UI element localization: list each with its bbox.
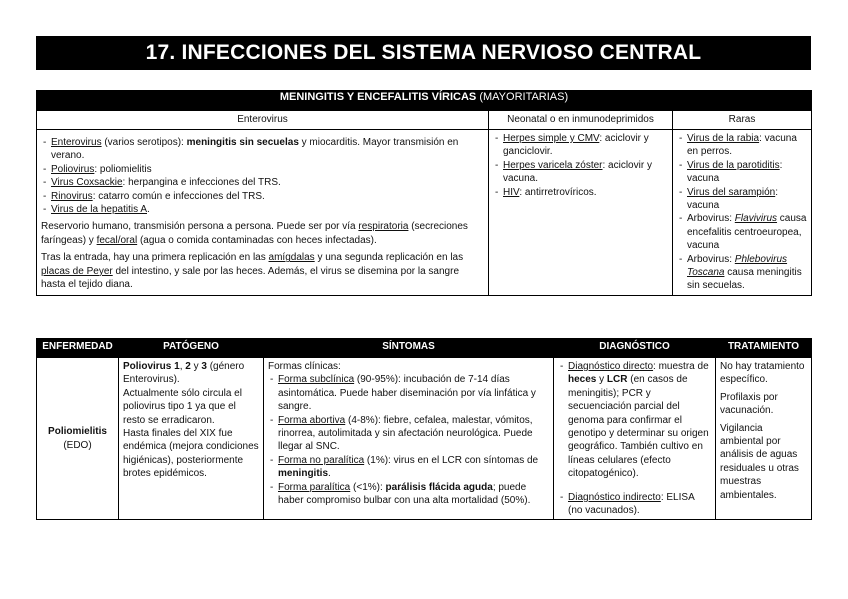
- diagnostico-cell: [554, 358, 716, 520]
- header-diagnostico: DIAGNÓSTICO: [554, 339, 716, 358]
- page-title: 17. INFECCIONES DEL SISTEMA NERVIOSO CENTRAL: [36, 36, 811, 70]
- table-row: [37, 358, 812, 520]
- list-item: - Arbovirus: Phlebovirus Toscana causa meningitis sin secuelas.: [677, 253, 807, 293]
- list-item: [677, 159, 807, 186]
- neonatal-cell: [489, 130, 673, 296]
- virus-desc: causa encefalitis centroeuropea, vacuna: [687, 213, 807, 252]
- virus-name: Herpes simple y CMV: [503, 133, 600, 144]
- virus-name: Virus Coxsackie: [51, 177, 123, 189]
- list-item: - Forma no paralítica (1%): virus en el LCR con síntomas de meningitis.: [268, 454, 549, 481]
- list-item: - Arbovirus: Flavivirus causa encefalitis centroeuropea, vacuna: [677, 212, 807, 252]
- neonatal-list: [493, 132, 668, 199]
- list-item: [677, 132, 807, 159]
- diagnosis-list: [558, 360, 711, 517]
- virus-name: Enterovirus: [51, 137, 102, 148]
- list-item: [41, 176, 484, 189]
- virus-desc: : catarro común e infecciones del TRS.: [92, 190, 265, 202]
- list-item: - Forma abortiva (4-8%): fiebre, cefalea, malestar, vómitos, rinorrea, autolimitada y sin afectación neurológica. Puede llegar al SNC.: [268, 414, 549, 454]
- virus-desc: : antirretrovíricos.: [519, 186, 597, 198]
- col-header-enterovirus: Enterovirus: [37, 111, 489, 130]
- clinical-forms-list: [268, 373, 549, 507]
- virus-name: Virus del sarampión: [687, 186, 776, 198]
- transmission-paragraph: Reservorio humano, transmisión persona a persona. Puede ser por vía respiratoria (secreciones faríngeas) y fecal/oral (agua o comida contaminadas con heces infectadas).: [41, 221, 468, 246]
- sintomas-cell: [264, 358, 554, 520]
- virus-desc: .: [147, 204, 150, 216]
- header-enfermedad: ENFERMEDAD: [37, 339, 119, 358]
- list-item: [677, 186, 807, 213]
- virus-name: Virus de la parotiditis: [687, 159, 780, 171]
- list-item: [493, 132, 668, 159]
- treatment-item: Profilaxis por vacunación.: [720, 391, 778, 417]
- symptoms-intro: Formas clínicas:: [268, 361, 341, 372]
- virus-name: Herpes varicela zóster: [503, 159, 603, 171]
- section-heading: [37, 91, 812, 111]
- list-item: [41, 163, 484, 176]
- virus-desc: : vacuna en perros.: [687, 133, 797, 158]
- header-sintomas: SÍNTOMAS: [264, 339, 554, 358]
- virus-desc: causa meningitis sin secuelas.: [687, 267, 802, 292]
- poliomyelitis-table: [36, 338, 812, 520]
- virus-desc-bold: meningitis sin secuelas: [186, 137, 299, 148]
- list-item: [41, 203, 484, 216]
- list-item: [493, 159, 668, 186]
- virus-name: Phlebovirus Toscana: [687, 253, 788, 279]
- list-item: [493, 186, 668, 199]
- virus-desc: y miocarditis. Mayor transmisión en verano.: [51, 137, 459, 162]
- section-heading-sub: (MAYORITARIAS): [479, 91, 569, 103]
- disease-name: Poliomielitis: [48, 426, 107, 438]
- treatment-item: No hay tratamiento específico.: [720, 361, 805, 386]
- virus-name: Rinovirus: [51, 190, 93, 202]
- virus-name: HIV: [503, 186, 520, 198]
- list-item: - Diagnóstico directo: muestra de heces y LCR (en casos de meningitis); PCR y secuenciación parcial del genoma para confirmar el genotipo y determinar su origen geográfico. También cultivo en líneas celulares (efecto citopatogénico).: [558, 360, 711, 481]
- enterovirus-cell: [37, 130, 489, 296]
- virus-desc: : vacuna: [687, 159, 783, 185]
- header-patogeno: PATÓGENO: [119, 339, 264, 358]
- virus-name: Poliovirus: [51, 163, 95, 175]
- pathogen-paragraph: Poliovirus 1, 2 y 3 (género Enterovirus).: [123, 361, 245, 386]
- list-item: - Diagnóstico indirecto: ELISA (no vacunados).: [558, 491, 711, 518]
- enfermedad-cell: [37, 358, 119, 520]
- raras-cell: [673, 130, 812, 296]
- virus-desc: : poliomielitis: [94, 163, 152, 175]
- pathogen-paragraph: Hasta finales del XIX fue endémica (mejora condiciones higiénicas), posteriormente brotes epidémicos.: [123, 428, 259, 480]
- virus-desc: (varios serotipos):: [101, 137, 187, 148]
- tratamiento-cell: [716, 358, 812, 520]
- section-heading-main: MENINGITIS Y ENCEFALITIS VÍRICAS: [279, 91, 477, 103]
- virus-desc: : aciclovir y ganciclovir.: [503, 133, 649, 158]
- patogeno-cell: [119, 358, 264, 520]
- enterovirus-list: [41, 136, 484, 216]
- virus-name: Flavivirus: [734, 213, 778, 225]
- virus-name: Virus de la hepatitis A: [51, 204, 147, 216]
- viral-meningitis-table: [36, 90, 812, 296]
- col-header-neonatal: Neonatal o en inmunodeprimidos: [489, 111, 673, 130]
- treatment-item: Vigilancia ambiental por análisis de aguas residuales u otras muestras ambientales.: [720, 422, 799, 501]
- virus-desc: : aciclovir y vacuna.: [503, 159, 652, 185]
- col-header-raras: Raras: [673, 111, 812, 130]
- virus-desc: : vacuna: [687, 186, 778, 212]
- replication-paragraph: Tras la entrada, hay una primera replicación en las amígdalas y una segunda replicación en las placas de Peyer del intestino, y sale por las heces. Además, el virus se disemina por la sangre hasta el tejido diana.: [41, 252, 464, 291]
- virus-desc: : herpangina e infecciones del TRS.: [122, 177, 281, 189]
- list-item: - Forma paralítica (<1%): parálisis flácida aguda; puede haber compromiso bulbar con una alta mortalidad (50%).: [268, 481, 549, 508]
- disease-code: (EDO): [63, 439, 92, 451]
- raras-list: [677, 132, 807, 293]
- list-item: [41, 190, 484, 203]
- list-item: [41, 136, 484, 163]
- pathogen-paragraph: Actualmente sólo circula el poliovirus tipo 1 ya que el resto se erradicaron.: [123, 387, 242, 426]
- list-item: - Forma subclínica (90-95%): incubación de 7-14 días asintomática. Puede haber diseminación por vía linfática y sangre.: [268, 373, 549, 413]
- header-tratamiento: TRATAMIENTO: [716, 339, 812, 358]
- virus-name: Virus de la rabia: [687, 133, 760, 144]
